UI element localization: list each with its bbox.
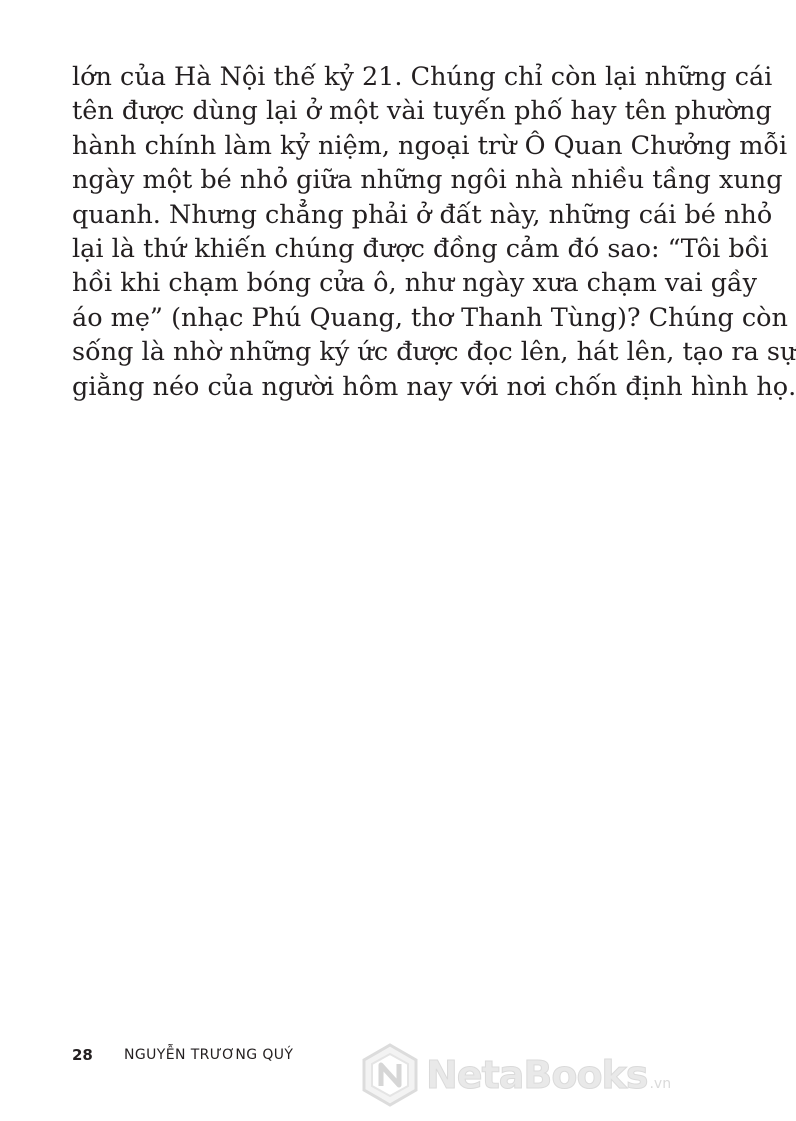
- body-text: [72, 60, 796, 404]
- text-line: lại là thứ khiến chúng được đồng cảm đó sao: “Tôi bồi: [72, 233, 769, 264]
- watermark-brand: NetaBooks: [426, 1053, 648, 1097]
- text-line: hành chính làm kỷ niệm, ngoại trừ Ô Quan Chưởng mỗi: [72, 130, 788, 161]
- text-line: tên được dùng lại ở một vài tuyến phố hay tên phường: [72, 96, 772, 127]
- page-number: 28: [72, 1046, 93, 1064]
- text-line: ngày một bé nhỏ giữa những ngôi nhà nhiều tầng xung: [72, 165, 783, 196]
- watermark-suffix: .vn: [649, 1076, 672, 1092]
- text-line: giằng néo của người hôm nay với nơi chốn định hình họ.: [72, 371, 796, 402]
- running-author: NGUYỄN TRƯƠNG QUÝ: [124, 1047, 294, 1063]
- watermark: [360, 1040, 671, 1110]
- text-line: hồi khi chạm bóng cửa ô, như ngày xưa chạm vai gầy: [72, 268, 758, 299]
- text-line: lớn của Hà Nội thế kỷ 21. Chúng chỉ còn lại những cái: [72, 62, 773, 92]
- page-footer: [72, 1044, 293, 1066]
- netabooks-logo-icon: [360, 1042, 420, 1108]
- text-line: sống là nhờ những ký ức được đọc lên, hát lên, tạo ra sự: [72, 337, 796, 368]
- text-line: quanh. Nhưng chẳng phải ở đất này, những cái bé nhỏ: [72, 199, 773, 230]
- text-line: áo mẹ” (nhạc Phú Quang, thơ Thanh Tùng)? Chúng còn: [72, 302, 788, 333]
